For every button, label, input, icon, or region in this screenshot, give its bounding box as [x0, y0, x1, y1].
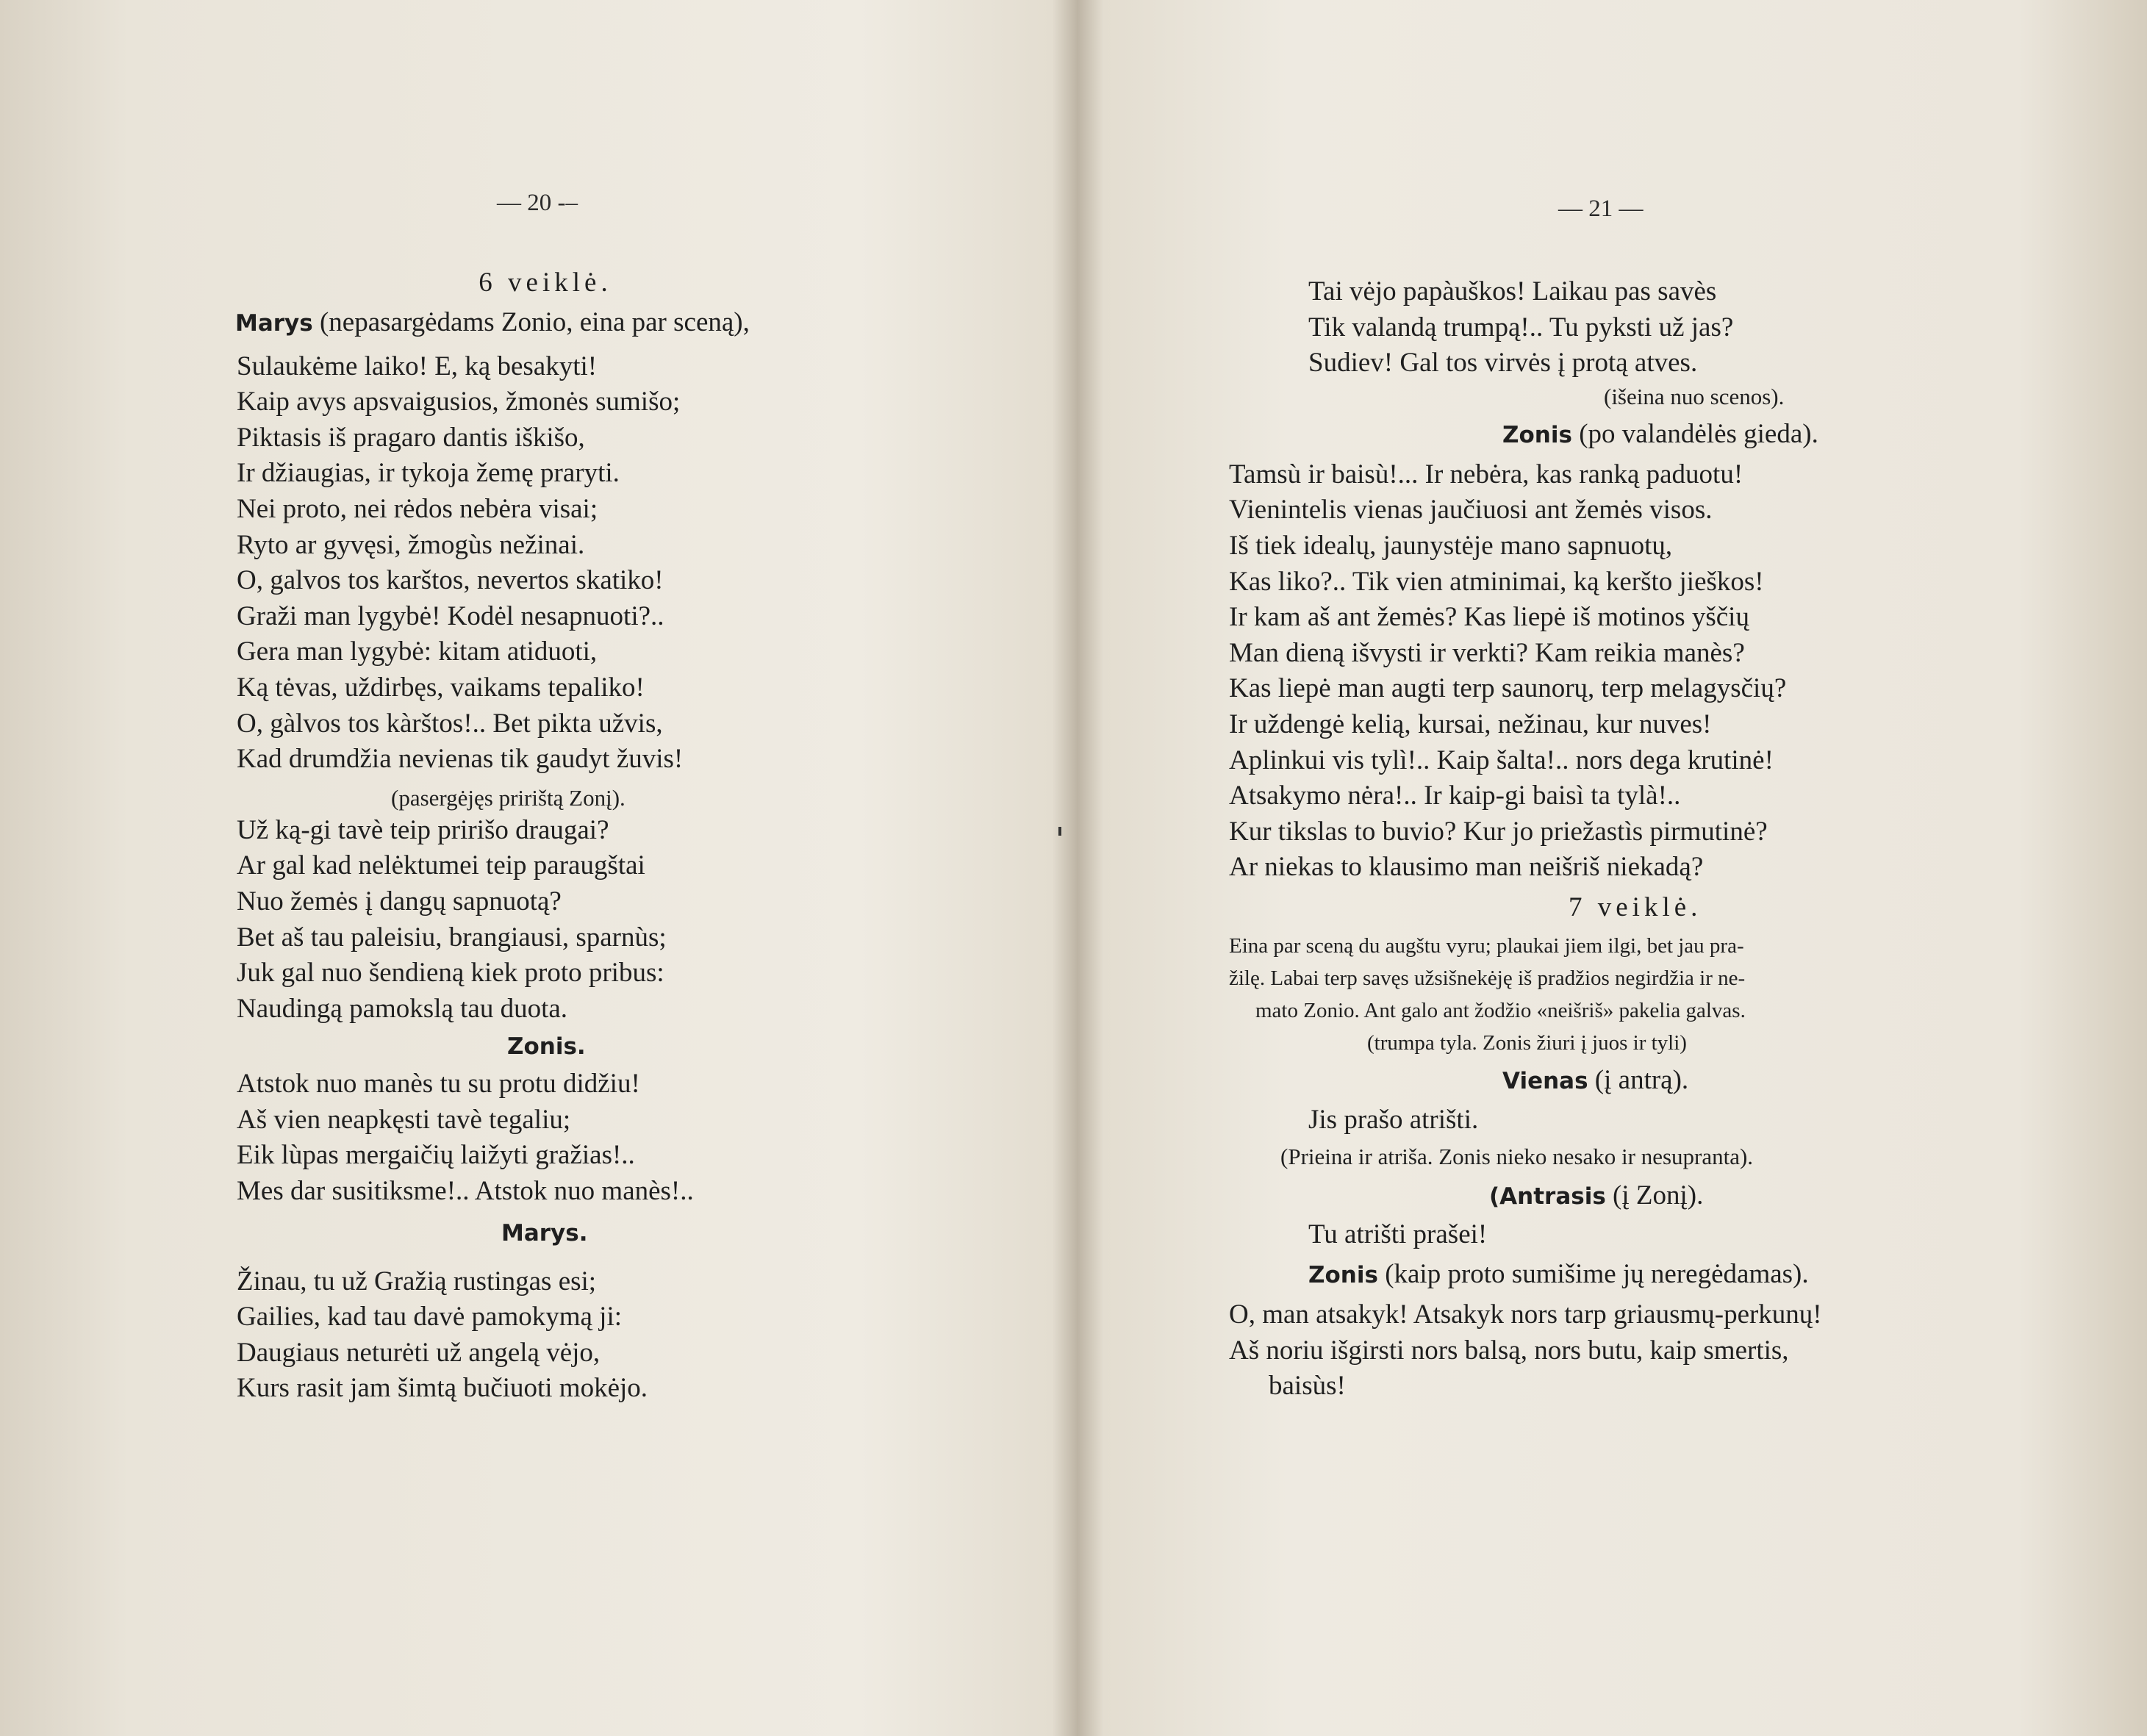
verse-line: Kas liepė man augti terp saunorų, terp melagysčių?: [1229, 673, 1787, 704]
speaker-line: [1308, 1252, 2140, 1297]
left-page: [0, 0, 1058, 1736]
speaker-name: Vienas: [1502, 1067, 1588, 1094]
speaker-line: [1502, 1059, 2140, 1102]
verse-line: Jis prašo atrišti.: [1308, 1104, 1479, 1135]
verse-line: Nei proto, nei rėdos nebėra visai;: [237, 493, 598, 524]
verse-line: Kur tikslas to buvio? Kur jo priežastìs pirmutinė?: [1229, 816, 1768, 847]
verse-line: Žinau, tu už Gražią rustingas esi;: [237, 1266, 597, 1296]
verse-line: Sudiev! Gal tos virvės į protą atves.: [1308, 348, 1698, 379]
verse-line: Gailies, kad tau davė pamokymą ji:: [237, 1302, 623, 1333]
verse-line: Nuo žemės į dangų sapnuotą?: [237, 886, 562, 917]
right-page-text: [1229, 274, 2140, 1405]
stage-direction: (trumpa tyla. Zonis žiuri į juos ir tyli): [1367, 1030, 1687, 1055]
verse-line: Juk gal nuo šendieną kiek proto pribus:: [237, 958, 664, 989]
stage-direction: (po valandėlės gieda).: [1579, 418, 1818, 449]
verse-line: O, gàlvos tos kàrštos!.. Bet pikta užvis,: [237, 708, 663, 739]
stage-direction: (nepasargėdams Zonio, eina par sceną),: [319, 307, 750, 337]
verse-line: Vienintelis vienas jaučiuosi ant žemės visos.: [1229, 495, 1713, 526]
stage-direction: Eina par sceną du augštu vyru; plaukai jiem ilgi, bet jau pra-: [1229, 933, 1744, 958]
speaker-line: [1489, 1175, 2140, 1217]
verse-line: Atsakymo nėra!.. Ir kaip-gi baisì ta tylà!..: [1229, 781, 1681, 811]
verse-line: Ir kam aš ant žemės? Kas liepė iš motinos yščių: [1229, 602, 1749, 633]
verse-line: Ir džiaugias, ir tykoja žemę praryti.: [237, 458, 620, 489]
speaker-name: Zonis: [1308, 1262, 1378, 1289]
verse-line: Aplinkui vis tylì!.. Kaip šalta!.. nors dega krutinė!: [1229, 745, 1774, 775]
verse-line: Sulaukėme laiko! E, ką besakyti!: [237, 351, 598, 381]
speaker-name: Marys.: [501, 1219, 588, 1247]
verse-line: Iš tiek idealų, jaunystėje mano sapnuotų,: [1229, 530, 1673, 561]
stage-direction: žilę. Labai terp savęs užsišnekėję iš pradžios negirdžia ir ne-: [1229, 966, 1746, 990]
left-page-text: [237, 261, 898, 1407]
speaker-name: (Antrasis: [1489, 1183, 1606, 1210]
verse-line: Kas liko?.. Tik vien atminimai, ką keršto jieškos!: [1229, 566, 1764, 597]
scene-title: 7 veiklė.: [1569, 892, 1702, 922]
verse-line: Atstok nuo manès tu su protu didžiu!: [237, 1069, 640, 1100]
stage-direction: (Prieina ir atriša. Zonis nieko nesako ir nesupranta).: [1280, 1143, 1754, 1169]
stage-direction: mato Zonio. Ant galo ant žodžio «neišriš» pakelia galvas.: [1255, 998, 1746, 1022]
verse-line: Aš vien neapkęsti tavè tegaliu;: [237, 1104, 571, 1135]
verse-line: Kaip avys apsvaigusios, žmonės sumišo;: [237, 387, 681, 417]
verse-line: Kad drumdžia nevienas tik gaudyt žuvis!: [237, 744, 684, 775]
verse-line: Ar gal kad nelėktumei teip paraugštai: [237, 850, 645, 881]
page-number: — 21 —: [1558, 196, 1644, 222]
verse-line: baisùs!: [1269, 1371, 1346, 1402]
speaker-name: Zonis.: [507, 1033, 586, 1061]
speaker-name: Marys: [235, 310, 313, 337]
verse-line: O, galvos tos karštos, nevertos skatiko!: [237, 565, 664, 596]
verse-line: O, man atsakyk! Atsakyk nors tarp griausmų-perkunų!: [1229, 1299, 1822, 1330]
verse-line: Bet aš tau paleisiu, brangiausi, sparnùs;: [237, 922, 667, 953]
speaker-line: [1502, 412, 2140, 457]
speaker-name: Zonis: [1502, 421, 1572, 448]
verse-line: Piktasis iš pragaro dantis iškišo,: [237, 422, 585, 453]
verse-line: Eik lùpas mergaičių laižyti gražias!..: [237, 1140, 635, 1171]
verse-line: Mes dar susitiksme!.. Atstok nuo manès!..: [237, 1176, 694, 1207]
right-page: [1080, 0, 2147, 1736]
verse-line: Kurs rasit jam šimtą bučiuoti mokėjo.: [237, 1373, 648, 1404]
verse-line: Tik valandą trumpą!.. Tu pyksti už jas?: [1308, 312, 1734, 342]
verse-line: Man dieną išvysti ir verkti? Kam reikia manès?: [1229, 637, 1745, 668]
verse-line: Ar niekas to klausimo man neišriš niekadą?: [1229, 852, 1704, 883]
page-number: — 20 -–: [497, 190, 578, 216]
stage-direction: (į antrą).: [1594, 1064, 1689, 1095]
verse-line: Ryto ar gyvęsi, žmogùs nežinai.: [237, 529, 585, 560]
gutter-mark: [1058, 827, 1061, 836]
verse-line: Aš noriu išgirsti nors balsą, nors butu, kaip smertis,: [1229, 1335, 1789, 1366]
scene-title: 6 veiklė.: [478, 268, 612, 298]
verse-line: Graži man lygybė! Kodėl nesapnuoti?..: [237, 600, 664, 631]
stage-direction: (išeina nuo scenos).: [1604, 383, 1785, 409]
verse-line: Už ką-gi tavè teip pririšo draugai?: [237, 814, 609, 845]
verse-line: Ir uždengė kelią, kursai, nežinau, kur nuves!: [1229, 709, 1712, 739]
stage-direction: (pasergėjęs pririštą Zonį).: [391, 784, 626, 811]
stage-direction: (į Zonį).: [1613, 1180, 1704, 1210]
verse-line: Tu atrišti prašei!: [1308, 1219, 1488, 1249]
verse-line: Ką tėvas, uždirbęs, vaikams tepaliko!: [237, 672, 645, 703]
verse-line: Gera man lygybė: kitam atiduoti,: [237, 636, 598, 667]
verse-line: Daugiaus neturėti už angelą vėjo,: [237, 1337, 601, 1368]
verse-line: Tai vėjo papàuškos! Laikau pas savès: [1308, 276, 1717, 306]
stage-direction: (kaip proto sumišime jų neregėdamas).: [1385, 1259, 1809, 1290]
verse-line: Naudingą pamokslą tau duota.: [237, 993, 568, 1024]
speaker-line: [235, 305, 898, 342]
verse-line: Tamsù ir baisù!... Ir nebėra, kas ranką paduotu!: [1229, 459, 1743, 489]
